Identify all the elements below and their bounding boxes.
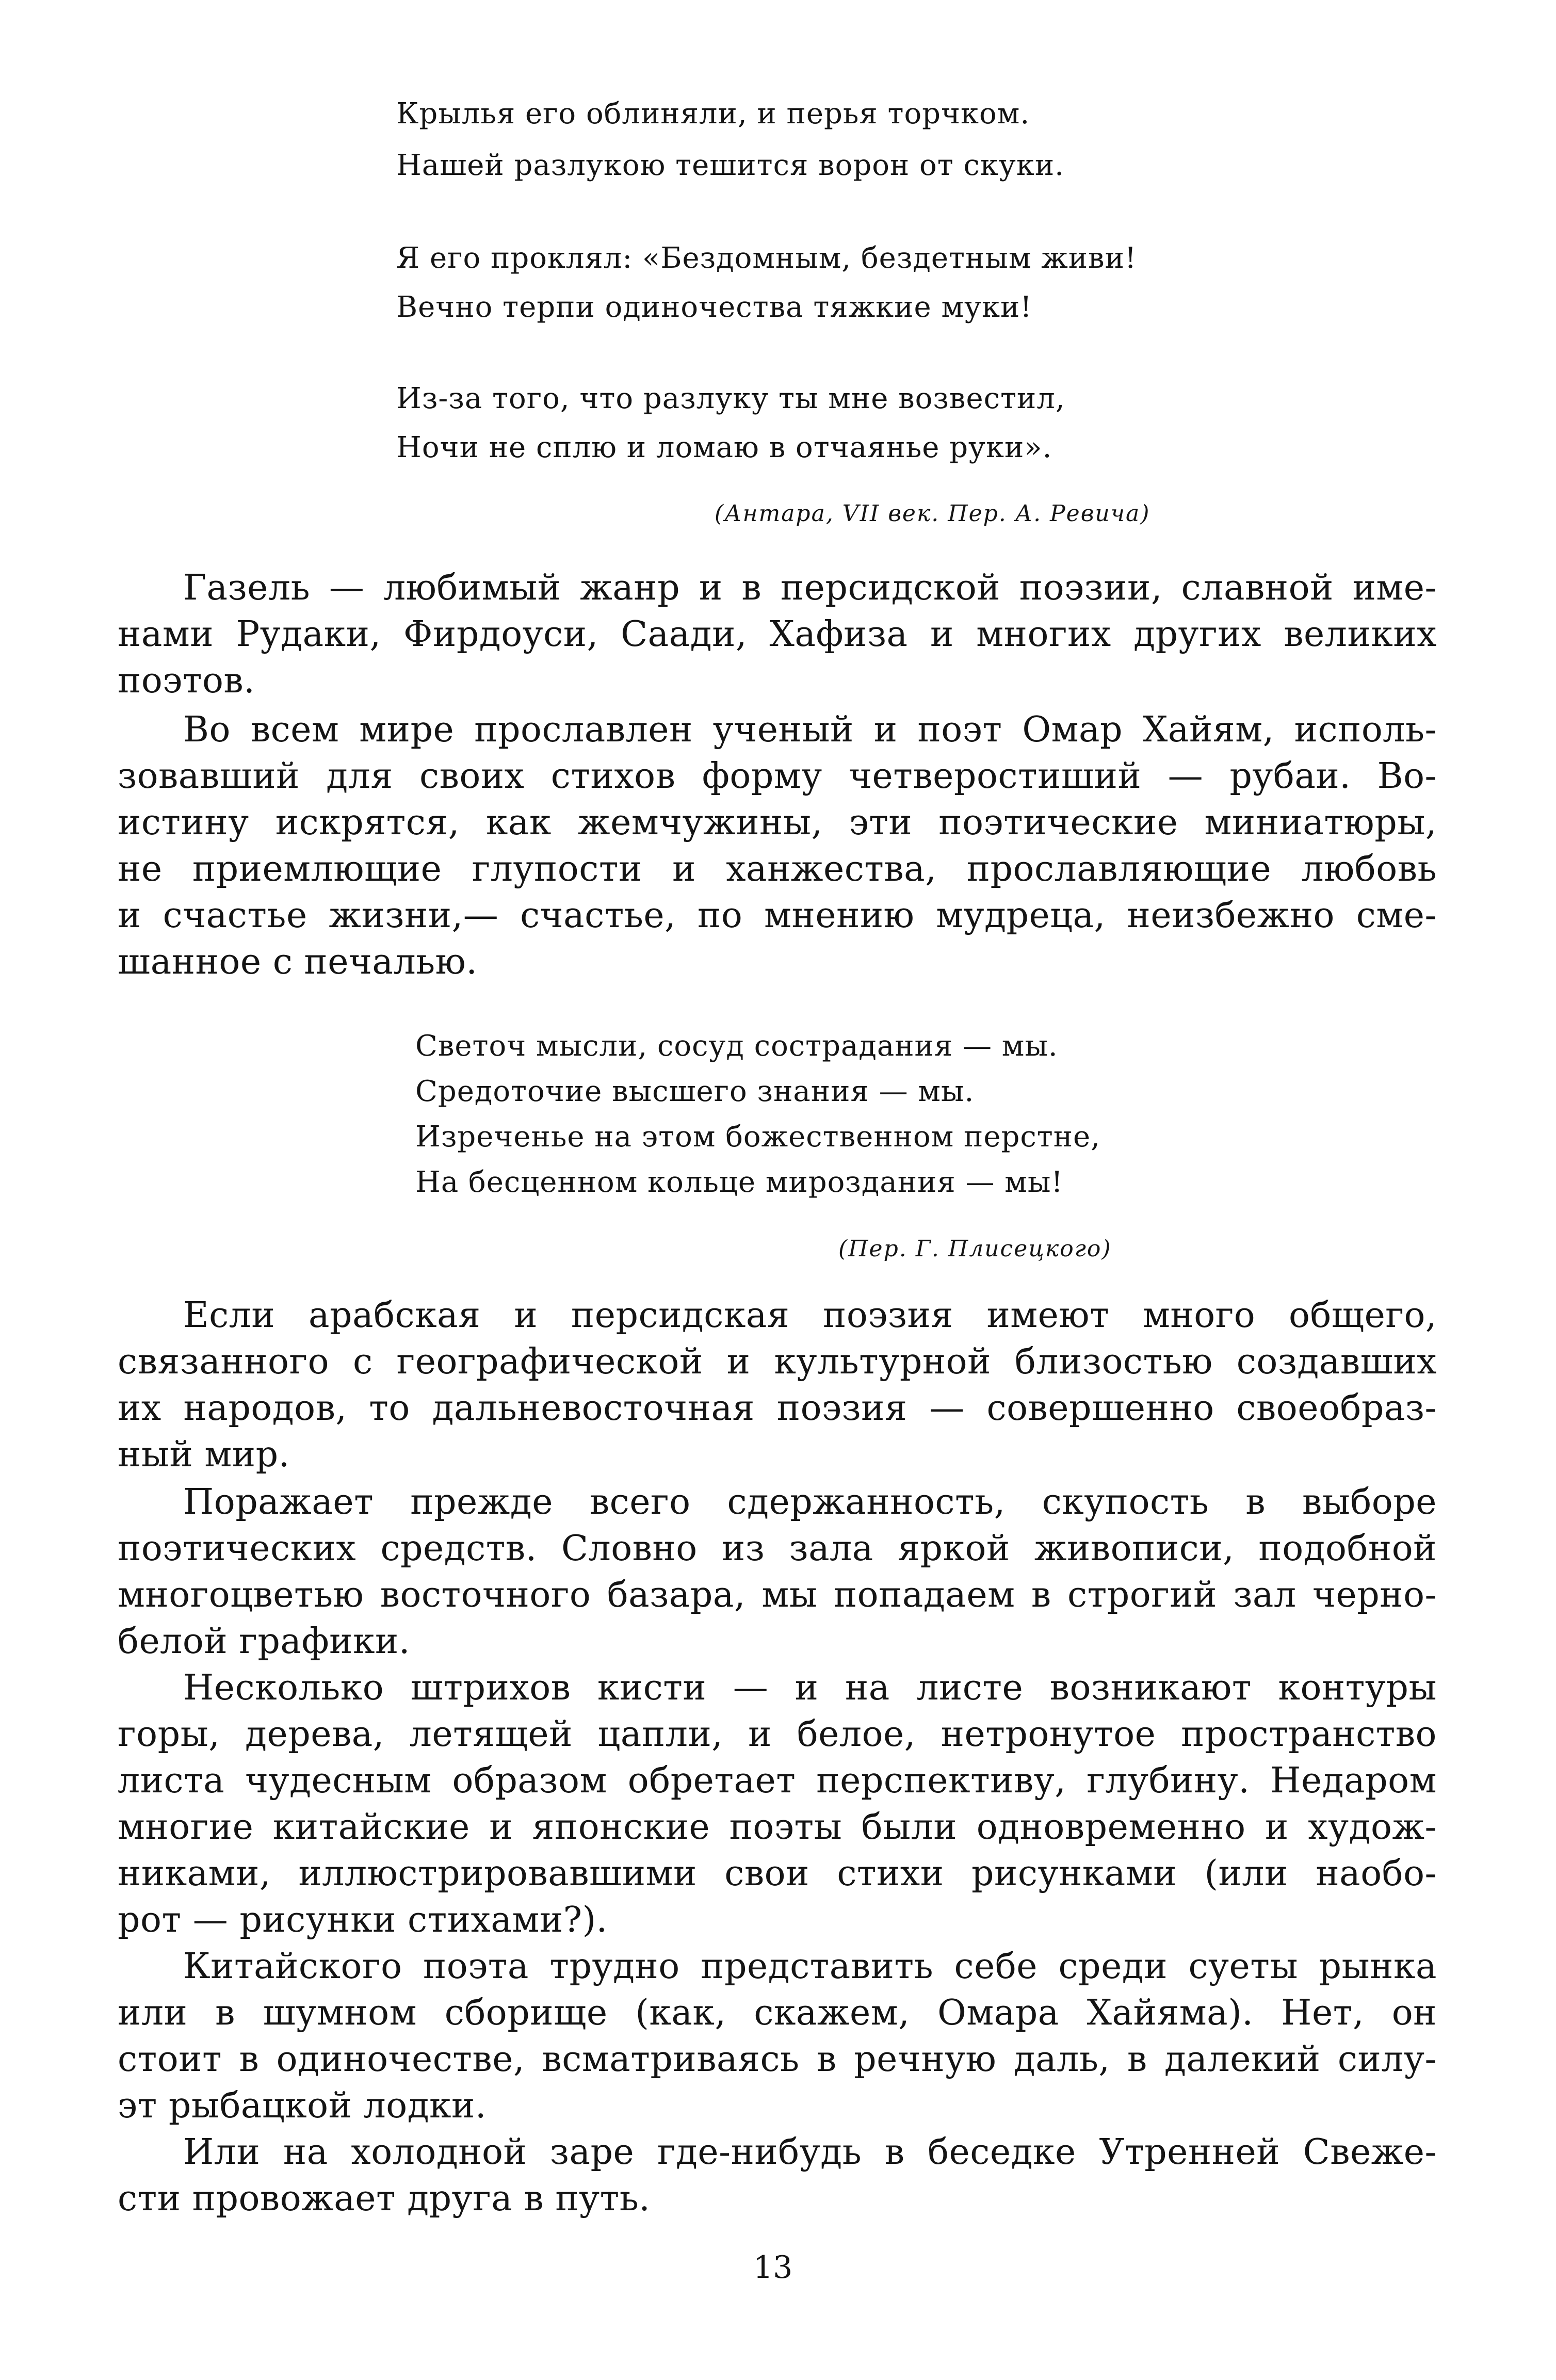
paragraph-line: нами Рудаки, Фирдоуси, Саади, Хафиза и многих других великих	[118, 614, 1437, 655]
paragraph-line: стоит в одиночестве, всматриваясь в речную даль, в далекий силу-	[118, 2039, 1437, 2080]
paragraph-line: связанного с географической и культурной близостью создавших	[118, 1341, 1437, 1382]
paragraph-line: зовавший для своих стихов форму четверостиший — рубаи. Во-	[118, 756, 1437, 797]
verse-line: Вечно терпи одиночества тяжкие муки!	[396, 290, 1032, 324]
paragraph-line: Газель — любимый жанр и в персидской поэзии, славной име-	[183, 568, 1437, 608]
poem-attribution: (Пер. Г. Плисецкого)	[838, 1236, 1112, 1262]
paragraph-line: листа чудесным образом обретает перспективу, глубину. Недаром	[118, 1760, 1437, 1801]
verse-line: Светоч мысли, сосуд сострадания — мы.	[415, 1029, 1058, 1063]
paragraph-line: сти провожает друга в путь.	[118, 2178, 651, 2219]
paragraph-line: ный мир.	[118, 1434, 290, 1475]
paragraph-line: их народов, то дальневосточная поэзия — совершенно своеобраз-	[118, 1388, 1437, 1429]
paragraph-line: рот — рисунки стихами?).	[118, 1900, 608, 1940]
paragraph-line: или в шумном сборище (как, скажем, Омара Хайяма). Нет, он	[118, 1993, 1437, 2033]
verse-line: Ночи не сплю и ломаю в отчаянье руки».	[396, 431, 1052, 464]
verse-line: Нашей разлукою тешится ворон от скуки.	[396, 149, 1064, 182]
paragraph-line: и счастье жизни,— счастье, по мнению мудреца, неизбежно сме-	[118, 895, 1437, 936]
paragraph-line: истину искрятся, как жемчужины, эти поэтические миниатюры,	[118, 802, 1437, 843]
paragraph-line: Или на холодной заре где-нибудь в беседке Утренней Свеже-	[183, 2132, 1437, 2173]
paragraph-line: поэтических средств. Словно из зала яркой живописи, подобной	[118, 1528, 1437, 1569]
paragraph-line: эт рыбацкой лодки.	[118, 2085, 487, 2126]
verse-line: Крылья его облиняли, и перья торчком.	[396, 97, 1030, 131]
paragraph-line: многие китайские и японские поэты были одновременно и худож-	[118, 1807, 1437, 1848]
verse-line: Из-за того, что разлуку ты мне возвестил,	[396, 382, 1065, 415]
poem-attribution: (Антара, VII век. Пер. А. Ревича)	[715, 500, 1150, 527]
paragraph-line: Если арабская и персидская поэзия имеют много общего,	[183, 1295, 1437, 1336]
paragraph-line: многоцветью восточного базара, мы попадаем в строгий зал черно-	[118, 1575, 1437, 1615]
paragraph-line: Поражает прежде всего сдержанность, скупость в выборе	[183, 1482, 1437, 1523]
paragraph-line: Китайского поэта трудно представить себе среди суеты рынка	[183, 1946, 1437, 1987]
paragraph-line: поэтов.	[118, 660, 255, 701]
paragraph-line: белой графики.	[118, 1621, 410, 1662]
verse-line: На бесценном кольце мироздания — мы!	[415, 1165, 1063, 1199]
paragraph-line: Несколько штрихов кисти — и на листе возникают контуры	[183, 1667, 1437, 1708]
paragraph-line: Во всем мире прославлен ученый и поэт Омар Хайям, исполь-	[183, 709, 1437, 750]
paragraph-line: шанное с печалью.	[118, 942, 478, 982]
verse-line: Изреченье на этом божественном перстне,	[415, 1120, 1100, 1154]
paragraph-line: горы, дерева, летящей цапли, и белое, нетронутое пространство	[118, 1714, 1437, 1755]
paragraph-line: никами, иллюстрировавшими свои стихи рисунками (или наобо-	[118, 1853, 1437, 1894]
verse-line: Средоточие высшего знания — мы.	[415, 1075, 975, 1108]
paragraph-line: не приемлющие глупости и ханжества, прославляющие любовь	[118, 849, 1437, 889]
verse-line: Я его проклял: «Бездомным, бездетным живи!	[396, 241, 1137, 275]
page-number: 13	[753, 2249, 793, 2286]
